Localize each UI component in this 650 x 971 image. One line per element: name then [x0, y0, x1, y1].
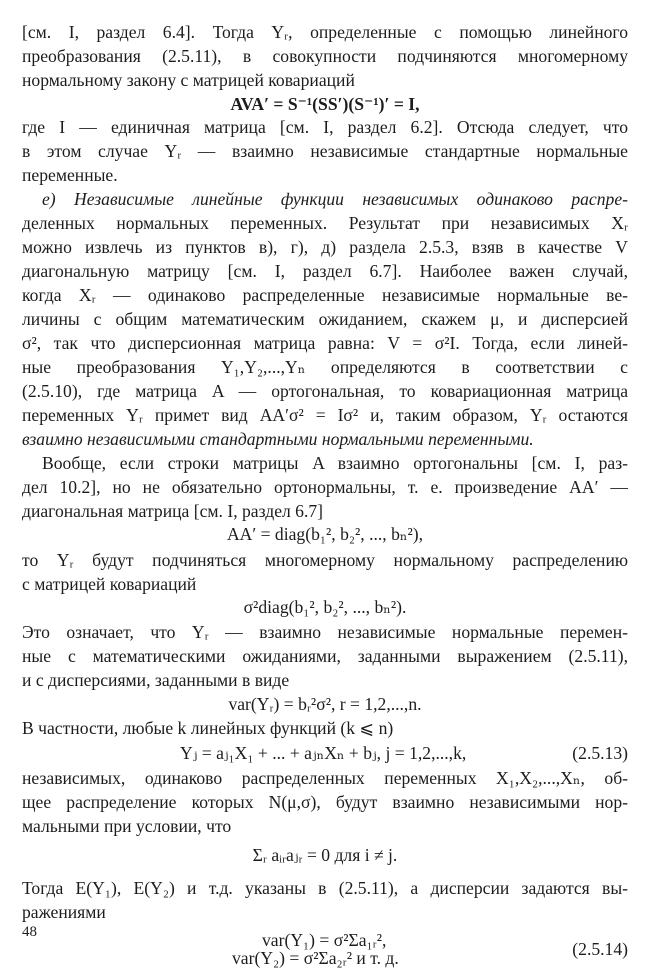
- text-line: когда Xᵣ — одинаково распределенные независимые нормальные ве-: [22, 285, 628, 305]
- text-line: и с дисперсиями, заданными в виде: [22, 670, 290, 690]
- text-line: мальными при условии, что: [22, 816, 232, 836]
- text-line: дел 10.2], но не обязательно ортонормальны, т. е. произведение AA′ —: [22, 477, 628, 497]
- text-line: σ², так что дисперсионная матрица равна: V = σ²I. Тогда, если линей-: [22, 333, 628, 353]
- text-line: (2.5.10), где матрица A — ортогональная, то ковариационная матрица: [22, 381, 628, 401]
- equation-var-y2: var(Y₂) = σ²Σa₂ᵣ² и т. д.: [232, 948, 399, 968]
- text-line: Это означает, что Yᵣ — взаимно независимые нормальные перемен-: [22, 622, 628, 642]
- text-line: переменные.: [22, 165, 118, 185]
- text-line: ражениями: [22, 902, 106, 922]
- text-line: независимых, одинаково распределенных переменных X₁,X₂,...,Xₙ, об-: [22, 768, 628, 788]
- text-line: преобразования (2.5.11), в совокупности подчиняются многомерному: [22, 46, 628, 66]
- text-line: диагональная матрица [см. I, раздел 6.7]: [22, 501, 324, 521]
- equation-covariance: AVA′ = S⁻¹(SS′)(S⁻¹)′ = I,: [230, 94, 420, 114]
- text-line: то Yᵣ будут подчиняться многомерному нормальному распределению: [22, 550, 628, 570]
- text-line: нормальному закону с матрицей ковариаций: [22, 70, 355, 90]
- equation-diag: AA′ = diag(b₁², b₂², ..., bₙ²),: [226, 524, 424, 544]
- text-line: переменных Yᵣ примет вид AA′σ² = Iσ² и, таким образом, Yᵣ остаются: [22, 405, 628, 425]
- text-line: Вообще, если строки матрицы A взаимно ортогональны [см. I, раз-: [42, 453, 628, 473]
- equation-var: var(Yᵣ) = bᵣ²σ², r = 1,2,...,n.: [228, 694, 422, 714]
- text-line: Тогда E(Y₁), E(Y₂) и т.д. указаны в (2.5.11), а дисперсии задаются вы-: [22, 878, 628, 898]
- text-line: ные с математическими ожиданиями, заданными выражением (2.5.11),: [22, 646, 628, 666]
- text-line: диагональную матрицу [см. I, раздел 6.7]. Наиболее важен случай,: [22, 261, 628, 281]
- equation-number: (2.5.14): [572, 939, 628, 959]
- text-line: в этом случае Yᵣ — взаимно независимые стандартные нормальные: [22, 141, 628, 161]
- equation-var-y1: var(Y₁) = σ²Σa₁ᵣ²,: [262, 930, 387, 950]
- text-line: щее распределение которых N(μ,σ), будут взаимно независимыми нор-: [22, 792, 628, 812]
- text-line: В частности, любые k линейных функций (k ⩽ n): [22, 718, 394, 738]
- equation-orthogonality: Σᵣ aᵢᵣaⱼᵣ = 0 для i ≠ j.: [252, 845, 398, 865]
- equation-linear-functions: Yⱼ = aⱼ₁X₁ + ... + aⱼₙXₙ + bⱼ, j = 1,2,...,k,: [180, 743, 467, 763]
- text-line: где I — единичная матрица [см. I, раздел 6.2]. Отсюда следует, что: [22, 117, 628, 137]
- text-line: ные преобразования Y₁,Y₂,...,Yₙ определяются в соответствии с: [22, 357, 628, 377]
- text-line: [см. I, раздел 6.4]. Тогда Yᵣ, определенные с помощью линейного: [22, 22, 628, 42]
- text-line: деленных нормальных переменных. Результат при независимых Xᵣ: [22, 213, 628, 233]
- equation-sigma-diag: σ²diag(b₁², b₂², ..., bₙ²).: [243, 597, 407, 617]
- text-line: с матрицей ковариаций: [22, 574, 197, 594]
- equation-number: (2.5.13): [572, 743, 628, 763]
- text-line: можно извлечь из пунктов в), г), д) раздела 2.5.3, взяв в качестве V: [22, 237, 628, 257]
- page-number: 48: [22, 924, 37, 940]
- text-line: взаимно независимыми стандартными нормальными переменными.: [22, 429, 534, 449]
- text-line: личины с общим математическим ожиданием, скажем μ, и дисперсией: [22, 309, 628, 329]
- section-heading: e) Независимые линейные функции независимых одинаково распре-: [42, 189, 628, 209]
